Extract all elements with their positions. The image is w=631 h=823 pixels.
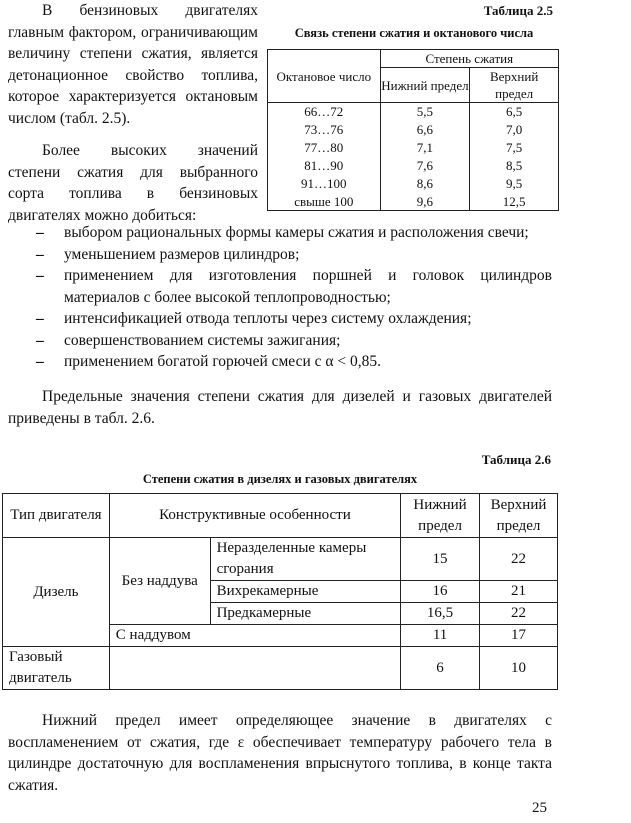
low-cell: 16 [401,581,480,603]
high-cell: 21 [480,581,558,603]
octane-cell: 91…100 [268,175,381,193]
dash-bullet: – [36,310,44,327]
low-cell: 7,1 [380,139,470,157]
high-cell: 7,5 [470,139,559,157]
low-cell: 16,5 [401,603,480,625]
list-item [36,330,552,352]
list-item-text: уменьшением размеров цилиндров; [64,245,300,263]
high-cell: 22 [480,538,558,581]
list-item [36,308,552,330]
design-cell: Вихрекамерные [210,581,401,603]
table-row [3,647,558,690]
dash-bullet: – [36,267,44,284]
list-item [36,244,552,266]
list-item-text: совершенствованием системы зажигания; [64,331,341,349]
high-cell: 7,0 [470,121,559,139]
list-item [36,265,552,308]
octane-cell: свыше 100 [268,193,381,211]
table-row [268,193,559,211]
engine-type-header: Тип двигателя [3,494,110,538]
table-2-6-title: Степени сжатия в дизелях и газовых двигателях [142,472,418,486]
dash-bullet: – [36,224,44,241]
list-item-text: применением для изготовления поршней и головок цилиндров материалов с более высокой теплопроводностью; [64,267,552,306]
intro-paragraph-2: Более высоких значений степени сжатия для выбранного сорта топлива в бензиновых двигателях можно добиться: [8,142,258,224]
boost-cell: С наддувом [109,625,400,647]
low-cell: 11 [401,625,480,647]
list-item [36,351,552,373]
table-row [268,175,559,193]
no-boost-cell: Без наддува [109,538,210,625]
low-cell: 5,5 [380,103,470,121]
high-cell: 6,5 [470,103,559,121]
octane-cell: 73…76 [268,121,381,139]
table-row [3,538,558,581]
low-cell: 15 [401,538,480,581]
low-cell: 8,6 [380,175,470,193]
design-features-header: Конструктивные особенности [109,494,400,538]
table-2-6-label: Таблица 2.6 [481,452,551,467]
table-2-6 [2,493,558,690]
diesel-cell: Дизель [3,538,110,647]
low-limit-header: Нижний предел [380,68,470,103]
design-cell: Неразделенные камеры сгорания [210,538,401,581]
low-cell: 6 [401,647,480,690]
low-cell: 9,6 [380,193,470,211]
limits-paragraph: Предельные значения степени сжатия для дизелей и газовых двигателей приведены в табл. 2.6. [8,388,552,427]
table-row [268,121,559,139]
high-limit-header: Верхний предел [470,68,559,103]
octane-cell: 77…80 [268,139,381,157]
list-item-text: интенсификацией отвода теплоты через систему охлаждения; [64,310,472,327]
design-cell: Предкамерные [210,603,401,625]
table-row [268,139,559,157]
table-row [268,103,559,121]
high-limit-header: Верхний предел [480,494,558,538]
dash-bullet: – [36,331,44,349]
high-cell: 10 [480,647,558,690]
list-item [36,222,552,244]
high-cell: 17 [480,625,558,647]
high-cell: 9,5 [470,175,559,193]
compression-header: Степень сжатия [380,50,558,68]
list-item-text: применением богатой горючей смеси с α < 0,85. [64,353,381,370]
low-cell: 6,6 [380,121,470,139]
table-2-5 [267,49,559,211]
page-number: 25 [532,800,547,816]
table-2-5-label: Таблица 2.5 [483,3,553,18]
low-cell: 7,6 [380,157,470,175]
high-cell: 22 [480,603,558,625]
table-row [268,157,559,175]
dash-bullet: – [36,353,44,370]
table-2-5-title: Связь степени сжатия и октанового числа [294,26,534,40]
list-item-text: выбором рациональных формы камеры сжатия и расположения свечи; [64,224,529,241]
high-cell: 12,5 [470,193,559,211]
final-paragraph: Нижний предел имеет определяющее значение в двигателях с воспламенением от сжатия, где ε обеспечивает температуру рабочего тела в цилиндре достаточную для воспламенения впрыснутого топлива, в конце такта сжатия. [8,712,552,794]
empty-cell [109,647,400,690]
gas-engine-cell: Газовый двигатель [3,647,110,690]
dash-bullet: – [36,245,44,263]
octane-cell: 81…90 [268,157,381,175]
methods-list [36,222,552,373]
high-cell: 8,5 [470,157,559,175]
octane-header: Октановое число [268,50,381,103]
intro-paragraph: В бензиновых двигателях главным фактором, ограничивающим величину степени сжатия, является детонационное свойство топлива, которое характеризуется октановым числом (табл. 2.5). [8,2,258,127]
low-limit-header: Нижний предел [401,494,480,538]
octane-cell: 66…72 [268,103,381,121]
